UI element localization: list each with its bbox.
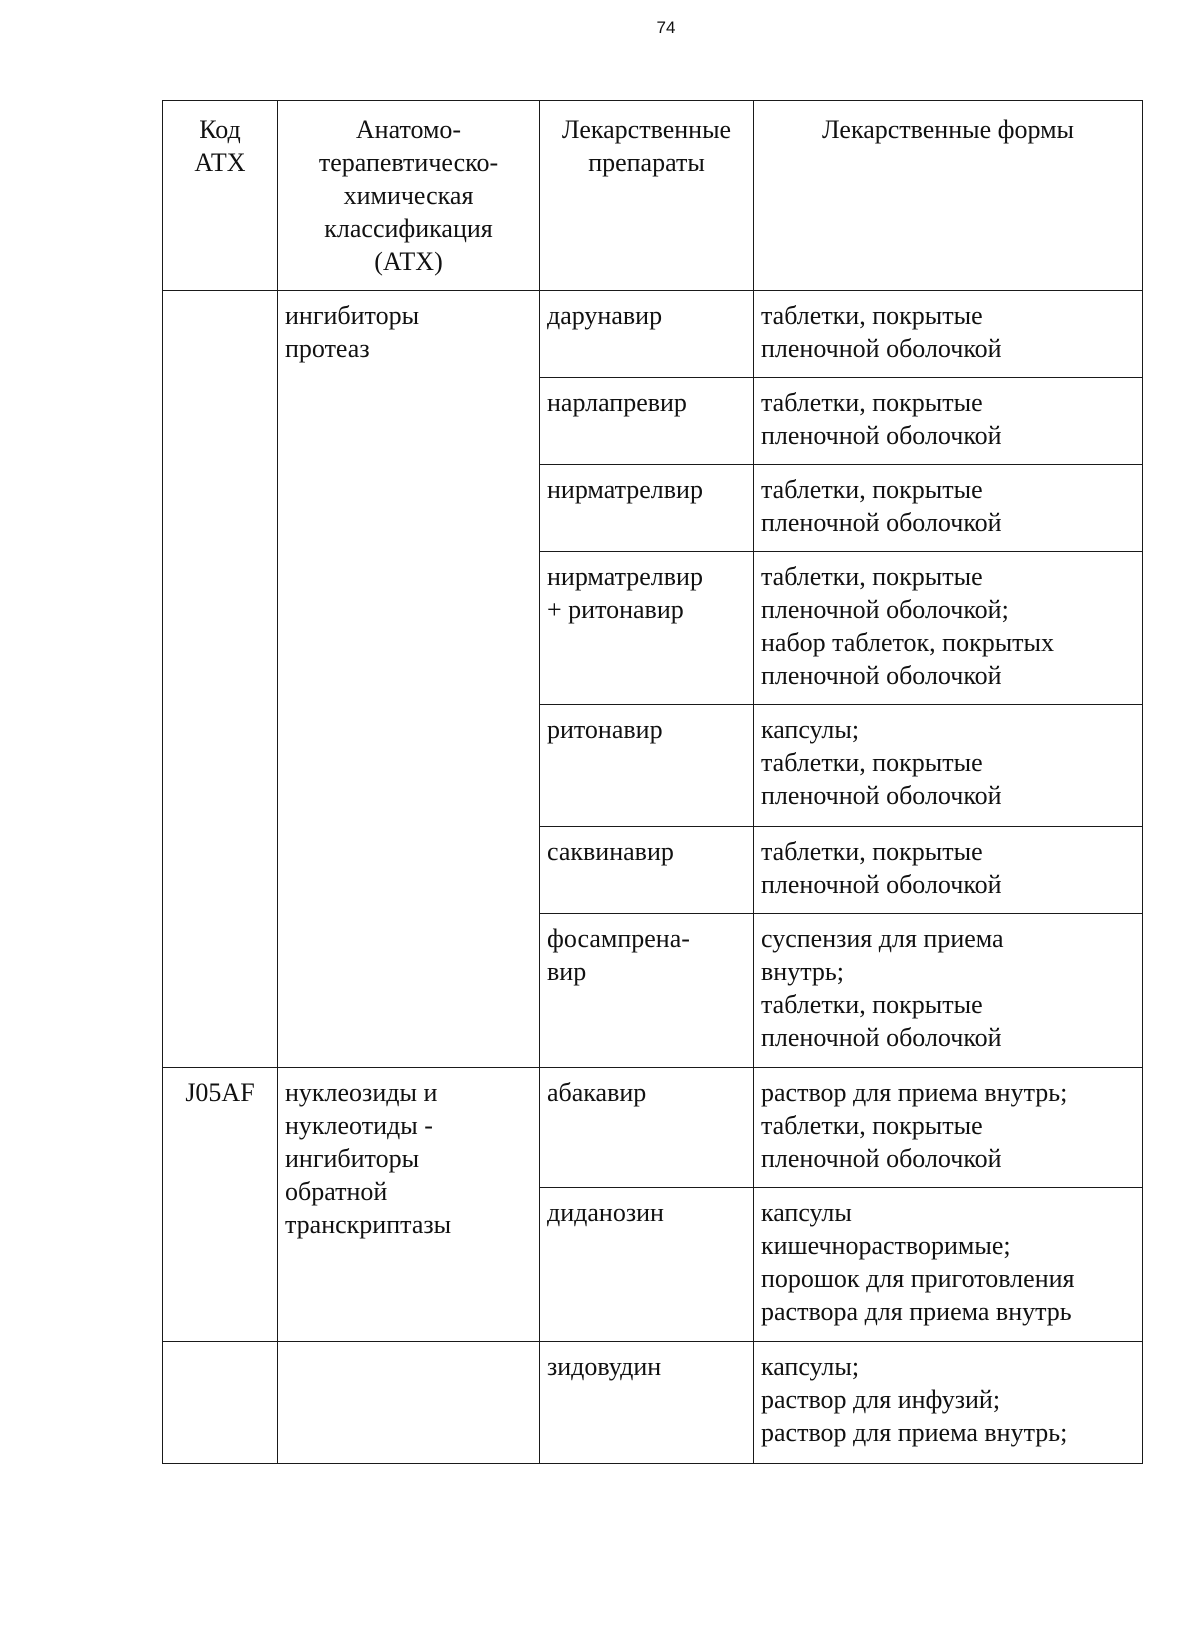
cell-drug: абакавир [540, 1068, 754, 1188]
cell-code [163, 291, 278, 1068]
cell-forms: таблетки, покрытые пленочной оболочкой [754, 291, 1143, 378]
header-drugs: Лекарственные препараты [540, 101, 754, 291]
cell-drug: нирматрелвир [540, 465, 754, 552]
table-row [163, 291, 1143, 378]
atx-table-container [162, 100, 1142, 1464]
cell-code: J05AF [163, 1068, 278, 1342]
cell-forms: таблетки, покрытые пленочной оболочкой; набор таблеток, покрытых пленочной оболочкой [754, 552, 1143, 705]
cell-forms: капсулы; раствор для инфузий; раствор для приема внутрь; [754, 1342, 1143, 1464]
atx-table [162, 100, 1143, 1464]
table-row [163, 1342, 1143, 1464]
table-row [163, 1068, 1143, 1188]
cell-drug: ритонавир [540, 705, 754, 827]
cell-forms: таблетки, покрытые пленочной оболочкой [754, 827, 1143, 914]
cell-forms: таблетки, покрытые пленочной оболочкой [754, 378, 1143, 465]
header-forms: Лекарственные формы [754, 101, 1143, 291]
cell-classification [278, 1342, 540, 1464]
cell-forms: раствор для приема внутрь; таблетки, покрытые пленочной оболочкой [754, 1068, 1143, 1188]
cell-classification: нуклеозиды и нуклеотиды - ингибиторы обратной транскриптазы [278, 1068, 540, 1342]
cell-forms: суспензия для приема внутрь; таблетки, покрытые пленочной оболочкой [754, 914, 1143, 1068]
table-header-row [163, 101, 1143, 291]
cell-forms: капсулы кишечнорастворимые; порошок для приготовления раствора для приема внутрь [754, 1188, 1143, 1342]
header-classification: Анатомо- терапевтическо- химическая классификация (АТХ) [278, 101, 540, 291]
cell-drug: саквинавир [540, 827, 754, 914]
cell-forms: капсулы; таблетки, покрытые пленочной оболочкой [754, 705, 1143, 827]
cell-forms: таблетки, покрытые пленочной оболочкой [754, 465, 1143, 552]
cell-drug: фосампрена- вир [540, 914, 754, 1068]
header-code: Код АТХ [163, 101, 278, 291]
page-number: 74 [656, 18, 676, 37]
cell-drug: зидовудин [540, 1342, 754, 1464]
cell-drug: дарунавир [540, 291, 754, 378]
cell-code [163, 1342, 278, 1464]
cell-classification: ингибиторы протеаз [278, 291, 540, 1068]
cell-drug: нирматрелвир + ритонавир [540, 552, 754, 705]
cell-drug: диданозин [540, 1188, 754, 1342]
cell-drug: нарлапревир [540, 378, 754, 465]
